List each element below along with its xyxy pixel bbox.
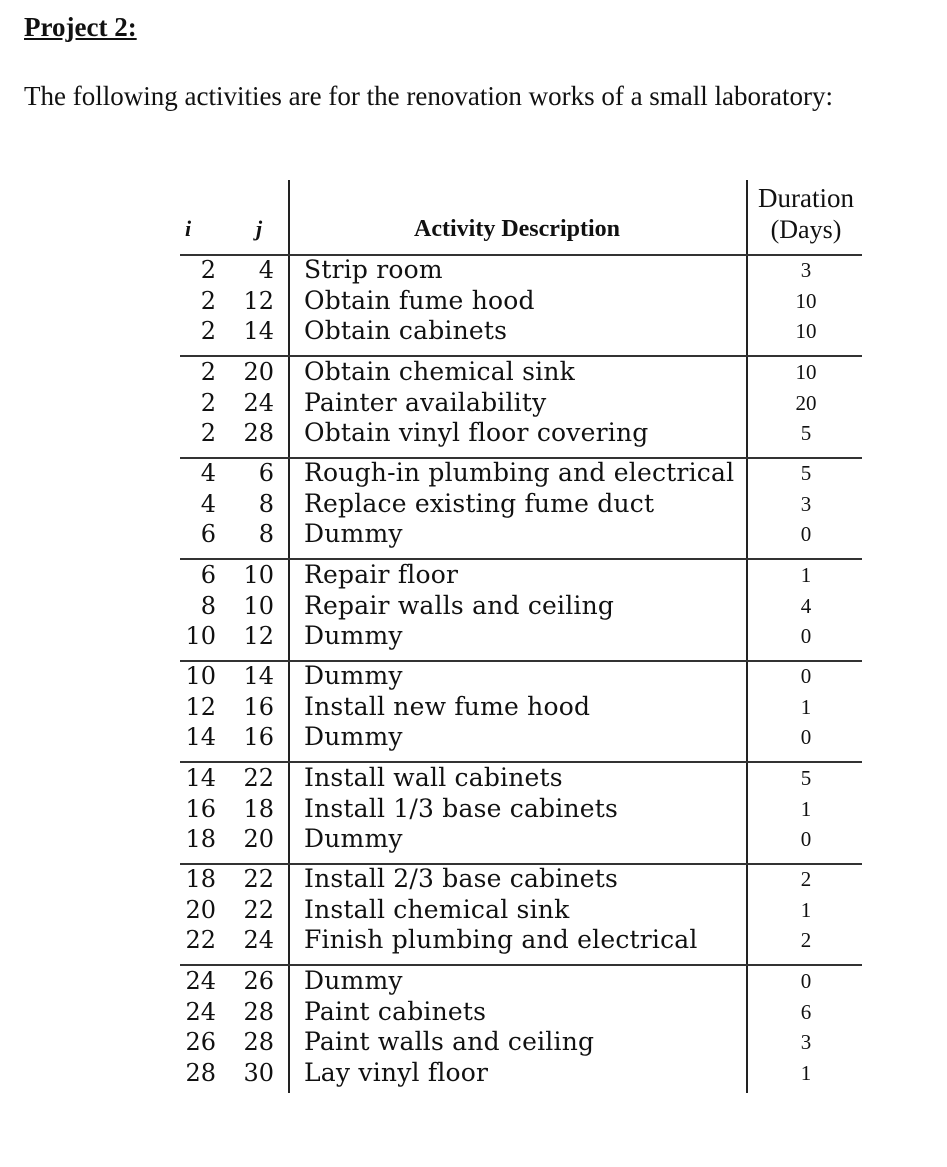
cell-j: 24 — [243, 388, 274, 417]
cell-duration: 0 — [800, 725, 812, 749]
activity-group — [180, 864, 870, 956]
cell-i: 24 — [185, 967, 216, 995]
cell-j: 18 — [243, 794, 274, 823]
cell-duration: 3 — [800, 1030, 812, 1054]
cell-description: Install 1/3 base cabinets — [304, 793, 619, 823]
cell-i: 14 — [185, 723, 216, 751]
header-duration-unit: (Days) — [770, 215, 842, 244]
cell-i: 10 — [185, 662, 216, 690]
table-row — [180, 519, 870, 550]
cell-description: Rough-in plumbing and electrical — [304, 458, 735, 487]
cell-i: 18 — [185, 865, 216, 893]
table-row — [180, 763, 870, 794]
cell-j: 20 — [243, 825, 274, 853]
cell-description: Obtain chemical sink — [304, 357, 576, 386]
activity-group — [180, 560, 870, 652]
cell-description: Install chemical sink — [304, 894, 570, 924]
cell-description: Dummy — [304, 966, 403, 995]
table-row — [180, 418, 870, 449]
cell-description: Finish plumbing and electrical — [304, 925, 698, 954]
table-row — [180, 621, 870, 652]
cell-i: 2 — [200, 419, 216, 447]
cell-i: 26 — [185, 1028, 216, 1056]
cell-i: 10 — [185, 622, 216, 650]
table-row — [180, 722, 870, 753]
cell-j: 30 — [243, 1058, 274, 1087]
cell-j: 28 — [243, 419, 274, 447]
table-row — [180, 357, 870, 388]
table-row — [180, 388, 870, 419]
cell-description: Obtain cabinets — [304, 316, 508, 345]
cell-description: Paint walls and ceiling — [304, 1027, 595, 1056]
cell-description: Repair walls and ceiling — [304, 590, 615, 620]
cell-duration: 1 — [800, 563, 812, 587]
cell-i: 20 — [185, 895, 216, 924]
table-row — [180, 458, 870, 489]
cell-duration: 0 — [800, 624, 812, 648]
cell-description: Obtain vinyl floor covering — [304, 418, 649, 447]
cell-description: Paint cabinets — [304, 996, 487, 1026]
cell-j: 12 — [243, 286, 274, 315]
table-row — [180, 895, 870, 926]
cell-description: Strip room — [304, 255, 443, 284]
cell-j: 4 — [258, 256, 274, 284]
cell-description: Lay vinyl floor — [304, 1057, 489, 1087]
table-row — [180, 591, 870, 622]
cell-j: 28 — [243, 1028, 274, 1056]
cell-duration: 4 — [800, 593, 812, 618]
header-duration-label: Duration — [758, 183, 854, 213]
cell-i: 4 — [200, 489, 216, 518]
table-row — [180, 997, 870, 1028]
cell-duration: 5 — [800, 461, 812, 485]
cell-description: Obtain fume hood — [304, 285, 535, 315]
cell-description: Install 2/3 base cabinets — [304, 864, 619, 893]
cell-duration: 0 — [800, 664, 812, 688]
cell-duration: 2 — [800, 867, 812, 891]
table-row — [180, 1058, 870, 1089]
cell-description: Dummy — [304, 661, 403, 690]
cell-duration: 5 — [800, 766, 812, 790]
cell-description: Install wall cabinets — [304, 763, 563, 792]
cell-description: Repair floor — [304, 560, 459, 589]
activity-table — [180, 180, 870, 1095]
cell-duration: 10 — [795, 319, 817, 343]
cell-description: Painter availability — [304, 387, 547, 417]
table-row — [180, 966, 870, 997]
activity-group — [180, 255, 870, 347]
cell-i: 2 — [200, 256, 216, 284]
cell-i: 24 — [185, 997, 216, 1026]
cell-duration: 3 — [800, 258, 812, 282]
cell-j: 26 — [243, 967, 274, 995]
table-row — [180, 661, 870, 692]
cell-j: 28 — [243, 997, 274, 1026]
header-i: i — [185, 216, 192, 241]
cell-i: 8 — [200, 591, 216, 620]
activity-group — [180, 661, 870, 753]
cell-description: Install new fume hood — [304, 691, 591, 721]
table-row — [180, 255, 870, 286]
table-row — [180, 864, 870, 895]
cell-j: 22 — [243, 895, 274, 924]
cell-i: 14 — [185, 764, 216, 792]
cell-i: 2 — [200, 358, 216, 386]
cell-i: 18 — [185, 825, 216, 853]
intro-paragraph: The following activities are for the renovation works of a small laboratory: — [24, 81, 833, 111]
table-row — [180, 286, 870, 317]
cell-i: 6 — [200, 561, 216, 589]
cell-i: 16 — [185, 794, 216, 823]
cell-i: 2 — [200, 317, 216, 345]
cell-description: Dummy — [304, 824, 403, 853]
cell-duration: 1 — [800, 694, 812, 719]
cell-duration: 3 — [800, 491, 812, 516]
cell-j: 16 — [243, 692, 274, 721]
cell-j: 22 — [243, 764, 274, 792]
cell-i: 22 — [185, 926, 216, 954]
header-j: j — [256, 216, 263, 241]
cell-duration: 20 — [795, 390, 817, 415]
cell-duration: 1 — [800, 897, 812, 922]
table-row — [180, 794, 870, 825]
activity-group — [180, 458, 870, 550]
cell-j: 16 — [243, 723, 274, 751]
cell-i: 4 — [200, 459, 216, 487]
cell-duration: 10 — [795, 288, 817, 313]
cell-i: 2 — [200, 388, 216, 417]
cell-j: 14 — [243, 317, 274, 345]
cell-j: 14 — [243, 662, 274, 690]
cell-i: 2 — [200, 286, 216, 315]
cell-duration: 2 — [800, 928, 812, 952]
cell-duration: 1 — [800, 796, 812, 821]
cell-duration: 0 — [800, 522, 812, 546]
cell-j: 8 — [258, 520, 274, 548]
cell-i: 6 — [200, 520, 216, 548]
table-row — [180, 316, 870, 347]
cell-duration: 1 — [800, 1060, 812, 1085]
table-row — [180, 692, 870, 723]
cell-duration: 5 — [800, 421, 812, 445]
cell-j: 20 — [243, 358, 274, 386]
cell-description: Dummy — [304, 519, 403, 548]
activity-group — [180, 357, 870, 449]
table-row — [180, 489, 870, 520]
activity-group — [180, 763, 870, 855]
table-row — [180, 560, 870, 591]
cell-j: 6 — [258, 459, 274, 487]
cell-j: 10 — [243, 561, 274, 589]
cell-j: 22 — [243, 865, 274, 893]
cell-j: 8 — [258, 489, 274, 518]
cell-description: Dummy — [304, 722, 403, 751]
cell-duration: 0 — [800, 969, 812, 993]
table-row — [180, 824, 870, 855]
cell-j: 10 — [243, 591, 274, 620]
header-duration — [747, 182, 865, 246]
cell-duration: 10 — [795, 360, 817, 384]
cell-j: 24 — [243, 926, 274, 954]
cell-description: Replace existing fume duct — [304, 488, 655, 518]
header-activity-description: Activity Description — [414, 216, 620, 242]
cell-duration: 0 — [800, 827, 812, 851]
table-row — [180, 925, 870, 956]
activity-group — [180, 966, 870, 1088]
cell-j: 12 — [243, 622, 274, 650]
page-title: Project 2: — [24, 12, 137, 42]
cell-duration: 6 — [800, 999, 812, 1024]
cell-i: 28 — [185, 1058, 216, 1087]
cell-description: Dummy — [304, 621, 403, 650]
cell-i: 12 — [185, 692, 216, 721]
table-row — [180, 1027, 870, 1058]
